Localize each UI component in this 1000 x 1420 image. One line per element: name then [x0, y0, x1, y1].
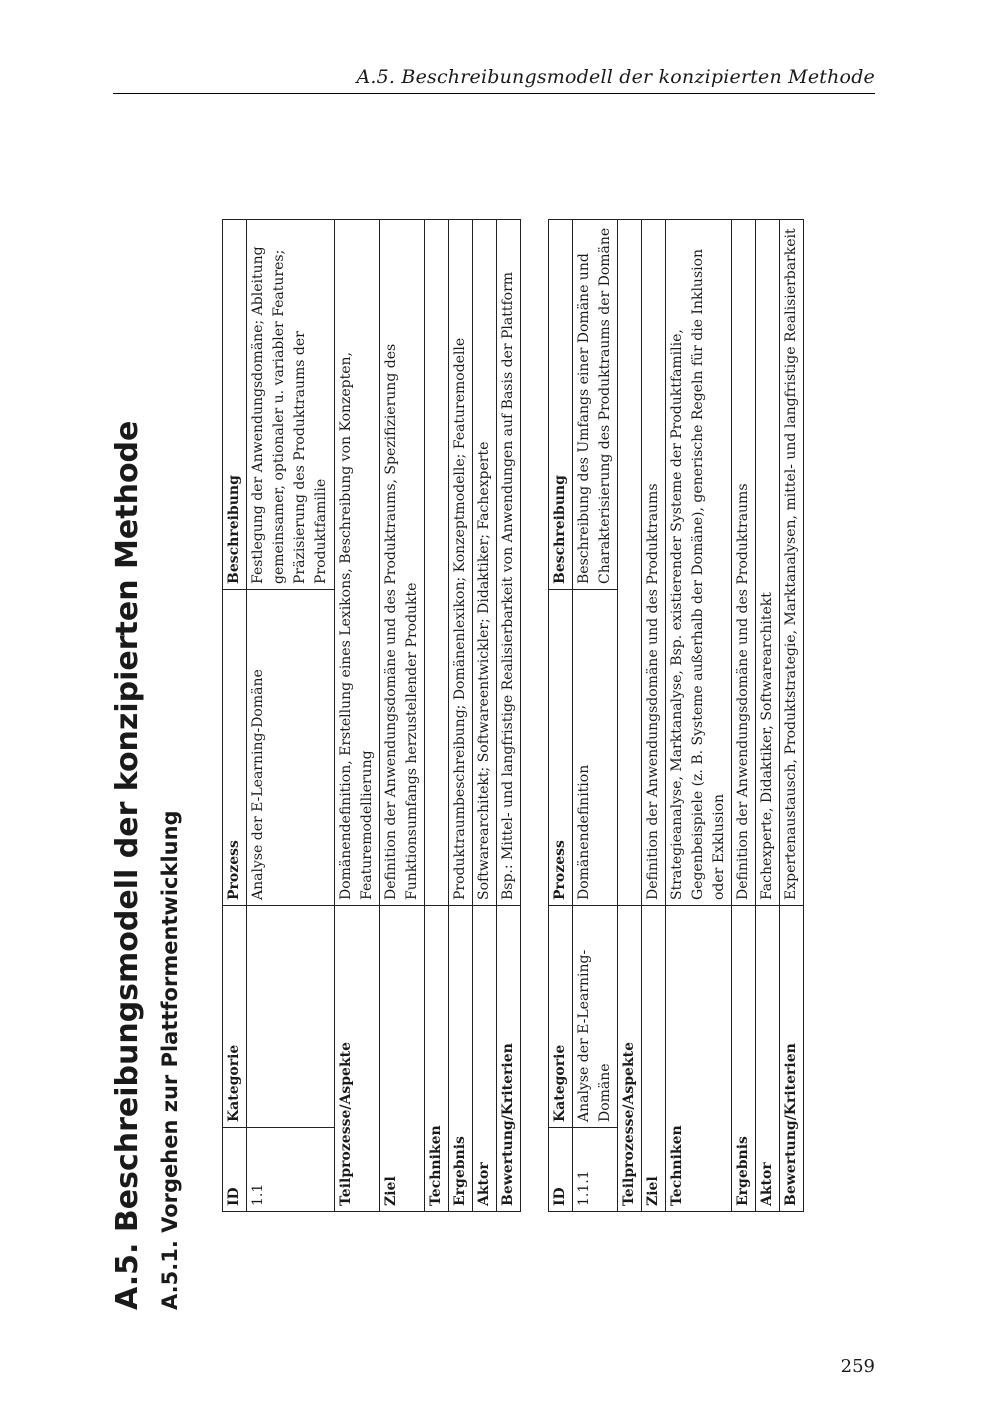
header-id: ID	[223, 1128, 247, 1212]
header-rule	[113, 93, 875, 94]
row-label: Techniken	[666, 906, 732, 1212]
row-label: Ziel	[380, 906, 425, 1212]
table-row	[425, 220, 449, 1212]
cell-prozess: Analyse der E-Learning-Domäne	[247, 590, 335, 906]
table-row	[497, 220, 521, 1212]
row-value: Expertenaustausch, Produktstrategie, Marktanalysen, mittel- und langfristige Realisierbarkeit	[780, 220, 804, 906]
row-label: Aktor	[473, 906, 497, 1212]
table-row	[618, 220, 642, 1212]
table-row	[642, 220, 666, 1212]
table-row	[449, 220, 473, 1212]
running-header: A.5. Beschreibungsmodell der konzipierten Methode	[356, 66, 875, 88]
row-value	[618, 220, 642, 906]
cell-beschreibung: Beschreibung des Umfangs einer Domäne und Charakterisierung des Produktraums der Domäne	[573, 220, 618, 590]
header-id: ID	[549, 1128, 573, 1212]
row-label: Bewertung/Kriterien	[780, 906, 804, 1212]
row-value	[425, 220, 449, 906]
cell-kategorie	[247, 906, 335, 1128]
cell-beschreibung: Festlegung der Anwendungsdomäne; Ableitung gemeinsamer, optionaler u. variabler Features; Präzisierung des Produktraums der Produktfamilie	[247, 220, 335, 590]
row-value: Definition der Anwendungsdomäne und des Produktraums	[732, 220, 756, 906]
header-prozess: Prozess	[549, 590, 573, 906]
table-row	[780, 220, 804, 1212]
subsection-heading: A.5.1. Vorgehen zur Plattformentwicklung	[158, 810, 182, 1310]
table-row	[380, 220, 425, 1212]
table-row	[732, 220, 756, 1212]
header-kategorie: Kategorie	[549, 906, 573, 1128]
row-label: Ergebnis	[732, 906, 756, 1212]
row-label: Ziel	[642, 906, 666, 1212]
table-row	[335, 220, 380, 1212]
page-number: 259	[840, 1356, 875, 1377]
cell-id: 1.1.1	[573, 1128, 618, 1212]
table-header-row	[549, 220, 573, 1212]
row-label: Teilprozesse/Aspekte	[335, 906, 380, 1212]
header-kategorie: Kategorie	[223, 906, 247, 1128]
row-label: Techniken	[425, 906, 449, 1212]
process-table-2	[548, 219, 804, 1212]
row-label: Ergebnis	[449, 906, 473, 1212]
cell-id: 1.1	[247, 1128, 335, 1212]
cell-kategorie: Analyse der E-Learning-Domäne	[573, 906, 618, 1128]
row-value: Strategieanalyse, Marktanalyse, Bsp. existierender Systeme der Produktfamilie, Gegenbeispiele (z. B. Systeme außerhalb der Domäne), generische Regeln für die Inklusion oder Exklusion	[666, 220, 732, 906]
section-heading: A.5. Beschreibungsmodell der konzipierten Methode	[110, 420, 145, 1310]
row-value: Softwarearchitekt; Softwareentwickler; Didaktiker; Fachexperte	[473, 220, 497, 906]
table-header-row	[223, 220, 247, 1212]
cell-prozess: Domänendefinition	[573, 590, 618, 906]
table-main-row	[247, 220, 335, 1212]
table-row	[473, 220, 497, 1212]
row-label: Bewertung/Kriterien	[497, 906, 521, 1212]
row-value: Definition der Anwendungsdomäne und des Produktraums, Spezifizierung des Funktionsumfangs herzustellender Produkte	[380, 220, 425, 906]
header-beschreibung: Beschreibung	[223, 220, 247, 590]
table-row	[666, 220, 732, 1212]
row-label: Teilprozesse/Aspekte	[618, 906, 642, 1212]
table-main-row	[573, 220, 618, 1212]
table-row	[756, 220, 780, 1212]
row-value: Domänendefinition, Erstellung eines Lexikons, Beschreibung von Konzepten, Featuremodellierung	[335, 220, 380, 906]
process-table-1	[222, 219, 521, 1212]
row-label: Aktor	[756, 906, 780, 1212]
row-value: Bsp.: Mittel- und langfristige Realisierbarkeit von Anwendungen auf Basis der Plattform	[497, 220, 521, 906]
header-prozess: Prozess	[223, 590, 247, 906]
rotated-content	[110, 150, 830, 1310]
row-value: Produktraumbeschreibung; Domänenlexikon; Konzeptmodelle; Featuremodelle	[449, 220, 473, 906]
row-value: Fachexperte, Didaktiker, Softwarearchitekt	[756, 220, 780, 906]
row-value: Definition der Anwendungsdomäne und des Produktraums	[642, 220, 666, 906]
header-beschreibung: Beschreibung	[549, 220, 573, 590]
